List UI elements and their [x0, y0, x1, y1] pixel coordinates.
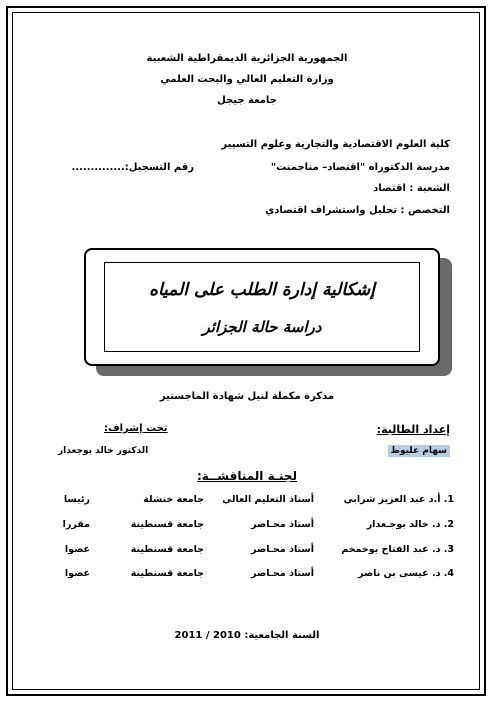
committee-row [30, 568, 454, 582]
republic-name: الجمهورية الجزائرية الديمقراطية الشعبية [146, 53, 348, 64]
member-university: جامعة قسنطينة [130, 568, 204, 579]
university-name: جامعة جيجل [217, 95, 277, 106]
branch: الشعبة : اقتصاد [373, 183, 450, 194]
student-label: إعداد الطالبة: [376, 423, 450, 436]
member-name: 1. أ.د عبد العزيز شرابي [343, 494, 454, 505]
committee-row [30, 519, 454, 533]
registration-number: رقم التسجيل:.............. [71, 162, 194, 173]
ministry-name: وزارة التعليم العالي والبحث العلمي [160, 74, 334, 85]
member-rank: أستاذ محـاضر [251, 544, 314, 555]
faculty-name: كلية العلوم الاقتصادية والتجارية وعلوم التسيير [221, 139, 450, 150]
student-name-text: سهام عليوط [388, 445, 450, 457]
member-university: جامعة خنشلة [143, 494, 204, 505]
member-rank: أستاذ محـاضر [251, 568, 314, 579]
memo-statement: مذكرة مكملة لنيل شهادة الماجستير [159, 391, 335, 402]
supervisor-name: الدكتور خالد بوجعدار [58, 446, 149, 456]
member-rank: أستاذ التعليم العالي [222, 494, 314, 505]
member-role: عضوا [64, 544, 90, 555]
supervisor-label: تحت إشراف: [104, 423, 168, 434]
member-name: 4. د. عيسى بن ناصر [358, 568, 454, 579]
committee-row [30, 544, 454, 558]
student-name [388, 447, 450, 456]
thesis-subtitle: دراسة حالة الجزائر [202, 318, 322, 336]
member-role: مقررا [62, 519, 90, 530]
specialty: التخصص : تحليل واستشراف اقتصادي [265, 205, 450, 216]
member-rank: أستاذ محـاضر [251, 519, 314, 530]
committee-title: لجنـة المناقشــة: [196, 469, 298, 483]
member-university: جامعة قسنطينة [130, 519, 204, 530]
member-university: جامعة قسنطينة [130, 544, 204, 555]
committee-row [30, 494, 454, 508]
member-name: 3. د. عبد الفتاح بوخمخم [341, 544, 454, 555]
title-box-inner [104, 262, 420, 352]
doctoral-school: مدرسة الدكتوراه "اقتصاد– مناجمنت" [270, 162, 450, 173]
academic-year: السنة الجامعية: 2010 / 2011 [174, 630, 320, 641]
member-role: رئيسا [63, 494, 90, 505]
member-name: 2. د. خالد بوجـعدار [366, 519, 454, 530]
thesis-title: إشكالية إدارة الطلب على المياه [149, 280, 375, 300]
member-role: عضوا [64, 568, 90, 579]
